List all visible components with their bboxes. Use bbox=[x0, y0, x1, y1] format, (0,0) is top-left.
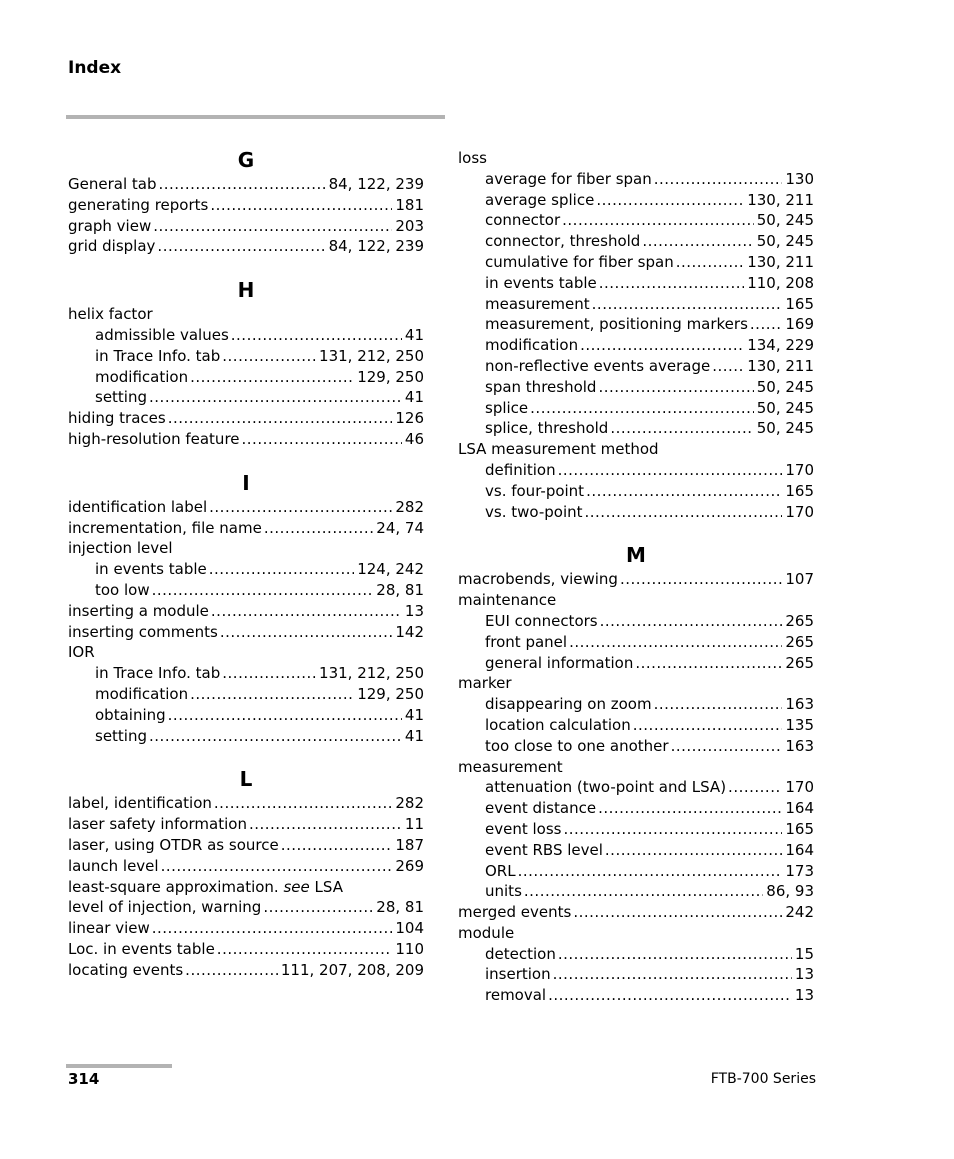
entry-term: macrobends, viewing bbox=[458, 570, 618, 589]
entry-pages: 13 bbox=[794, 986, 814, 1005]
entry-pages: 124, 242 bbox=[357, 560, 424, 579]
entry-term: Loc. in events table bbox=[68, 939, 215, 958]
index-subentry bbox=[458, 481, 814, 502]
entry-term: modification bbox=[95, 684, 189, 703]
dot-leader bbox=[242, 429, 402, 450]
index-entry bbox=[68, 897, 424, 918]
entry-pages: 28, 81 bbox=[376, 580, 424, 599]
page-header-title: Index bbox=[68, 58, 122, 78]
index-entry bbox=[458, 923, 814, 944]
dot-leader bbox=[263, 897, 373, 918]
dot-leader bbox=[598, 798, 782, 819]
index-section bbox=[68, 278, 424, 450]
entry-pages: 163 bbox=[785, 736, 814, 755]
entry-term: modification bbox=[95, 367, 189, 386]
dot-leader bbox=[585, 502, 783, 523]
entry-term: inserting a module bbox=[68, 601, 209, 620]
index-subentry bbox=[458, 418, 814, 439]
entry-term: disappearing on zoom bbox=[485, 695, 652, 714]
entry-term: laser safety information bbox=[68, 815, 247, 834]
dot-leader bbox=[580, 335, 744, 356]
dot-leader bbox=[562, 210, 754, 231]
dot-leader bbox=[220, 622, 393, 643]
index-entry bbox=[68, 497, 424, 518]
dot-leader bbox=[671, 736, 783, 757]
entry-term: merged events bbox=[458, 903, 572, 922]
entry-term: label, identification bbox=[68, 794, 212, 813]
entry-pages: 170 bbox=[785, 502, 814, 521]
section-letter: L bbox=[239, 767, 253, 792]
section-letter: I bbox=[242, 470, 250, 495]
dot-leader bbox=[569, 632, 782, 653]
entry-term: removal bbox=[485, 986, 547, 1005]
entry-pages: 282 bbox=[395, 794, 424, 813]
dot-leader bbox=[157, 236, 325, 257]
dot-leader bbox=[592, 294, 783, 315]
entry-term: connector bbox=[485, 211, 561, 230]
dot-leader bbox=[209, 497, 392, 518]
dot-leader bbox=[530, 398, 754, 419]
dot-leader bbox=[558, 944, 792, 965]
entry-pages: 135 bbox=[785, 715, 814, 734]
index-entry bbox=[68, 174, 424, 195]
dot-leader bbox=[610, 418, 753, 439]
index-entry bbox=[68, 960, 424, 981]
entry-term: vs. four-point bbox=[485, 481, 585, 500]
entry-pages: 170 bbox=[785, 778, 814, 797]
entry-pages: 110, 208 bbox=[747, 273, 814, 292]
entry-term: linear view bbox=[68, 919, 150, 938]
entry-term: hiding traces bbox=[68, 409, 166, 428]
entry-pages: 130, 211 bbox=[747, 356, 814, 375]
index-subentry bbox=[68, 684, 424, 705]
entry-pages: 13 bbox=[404, 601, 424, 620]
entry-term: maintenance bbox=[458, 591, 557, 610]
dot-leader bbox=[168, 408, 393, 429]
index-entry bbox=[458, 902, 814, 923]
entry-term: launch level bbox=[68, 856, 159, 875]
header-divider bbox=[66, 115, 445, 119]
index-entry bbox=[68, 939, 424, 960]
index-subentry bbox=[68, 705, 424, 726]
entry-pages: 41 bbox=[404, 726, 424, 745]
dot-leader bbox=[553, 964, 792, 985]
index-entry bbox=[458, 590, 814, 611]
entry-term: event distance bbox=[485, 799, 597, 818]
entry-term: too close to one another bbox=[485, 736, 669, 755]
index-subentry bbox=[458, 715, 814, 736]
index-entry bbox=[458, 757, 814, 778]
entry-term: average splice bbox=[485, 190, 595, 209]
entry-pages: 265 bbox=[785, 653, 814, 672]
entry-term: in events table bbox=[95, 560, 207, 579]
entry-pages: 181 bbox=[395, 195, 424, 214]
entry-pages: 24, 74 bbox=[376, 518, 424, 537]
entry-term: ORL bbox=[485, 861, 516, 880]
entry-pages: 41 bbox=[404, 705, 424, 724]
index-subentry bbox=[458, 611, 814, 632]
entry-term: event RBS level bbox=[485, 840, 603, 859]
entry-term: attenuation (two-point and LSA) bbox=[485, 778, 727, 797]
dot-leader bbox=[149, 726, 402, 747]
dot-leader bbox=[281, 835, 393, 856]
entry-pages: 165 bbox=[785, 294, 814, 313]
dot-leader bbox=[518, 861, 783, 882]
dot-leader bbox=[712, 356, 744, 377]
entry-pages: 265 bbox=[785, 632, 814, 651]
entry-pages: 242 bbox=[785, 903, 814, 922]
index-entry bbox=[68, 835, 424, 856]
entry-pages: 170 bbox=[785, 460, 814, 479]
entry-term: splice bbox=[485, 398, 529, 417]
entry-pages: 41 bbox=[404, 325, 424, 344]
index-entry bbox=[68, 216, 424, 237]
dot-leader bbox=[190, 367, 354, 388]
index-subentry bbox=[458, 377, 814, 398]
entry-term: general information bbox=[485, 653, 634, 672]
entry-pages: 46 bbox=[404, 429, 424, 448]
entry-term: location calculation bbox=[485, 715, 631, 734]
entry-term: in events table bbox=[485, 273, 597, 292]
entry-term: General tab bbox=[68, 175, 157, 193]
entry-term: injection level bbox=[68, 539, 173, 558]
dot-leader bbox=[153, 216, 392, 237]
dot-leader bbox=[750, 314, 782, 335]
entry-pages: 84, 122, 239 bbox=[328, 175, 424, 193]
entry-term: setting bbox=[95, 388, 148, 407]
entry-pages: 164 bbox=[785, 799, 814, 818]
index-subentry bbox=[68, 580, 424, 601]
entry-pages: 265 bbox=[785, 611, 814, 630]
entry-pages: 173 bbox=[785, 861, 814, 880]
index-subentry bbox=[458, 252, 814, 273]
footer-divider bbox=[66, 1064, 172, 1068]
entry-term: splice, threshold bbox=[485, 419, 609, 438]
index-entry bbox=[68, 195, 424, 216]
entry-term: measurement bbox=[485, 294, 590, 313]
entry-pages: 110 bbox=[395, 939, 424, 958]
index-subentry bbox=[458, 736, 814, 757]
entry-term: obtaining bbox=[95, 705, 166, 724]
entry-pages: 50, 245 bbox=[756, 398, 814, 417]
dot-leader bbox=[635, 653, 782, 674]
entry-term: graph view bbox=[68, 216, 152, 235]
index-entry bbox=[68, 429, 424, 450]
section-letter: G bbox=[237, 148, 255, 172]
index-subentry bbox=[68, 663, 424, 684]
dot-leader bbox=[586, 481, 782, 502]
entry-term: insertion bbox=[485, 965, 551, 984]
dot-leader bbox=[676, 252, 744, 273]
index-subentry bbox=[458, 190, 814, 211]
entry-pages: 203 bbox=[395, 216, 424, 235]
dot-leader bbox=[605, 840, 782, 861]
index-subentry bbox=[458, 294, 814, 315]
dot-leader bbox=[217, 939, 393, 960]
entry-pages: 15 bbox=[794, 944, 814, 963]
index-section bbox=[68, 148, 424, 257]
dot-leader bbox=[149, 387, 402, 408]
dot-leader bbox=[185, 960, 278, 981]
index-subentry bbox=[458, 777, 814, 798]
entry-term: in Trace Info. tab bbox=[95, 664, 221, 683]
index-subentry bbox=[458, 273, 814, 294]
index-column-left bbox=[68, 148, 424, 1002]
entry-term: laser, using OTDR as source bbox=[68, 835, 279, 854]
dot-leader bbox=[620, 569, 782, 590]
section-letter: M bbox=[626, 543, 646, 568]
entry-term: vs. two-point bbox=[485, 502, 583, 521]
entry-pages: 169 bbox=[785, 315, 814, 334]
index-entry bbox=[68, 877, 424, 898]
index-subentry bbox=[458, 335, 814, 356]
entry-pages: 86, 93 bbox=[766, 882, 814, 901]
entry-term: span threshold bbox=[485, 377, 597, 396]
entry-term: least-square approximation. see LSA bbox=[68, 877, 343, 896]
entry-term: generating reports bbox=[68, 195, 209, 214]
index-section bbox=[68, 471, 424, 747]
entry-term: measurement bbox=[458, 757, 563, 776]
index-entry bbox=[68, 518, 424, 539]
entry-pages: 282 bbox=[395, 497, 424, 516]
entry-pages: 130, 211 bbox=[747, 190, 814, 209]
index-subentry bbox=[458, 653, 814, 674]
entry-pages: 165 bbox=[785, 819, 814, 838]
entry-term: LSA measurement method bbox=[458, 440, 659, 459]
dot-leader bbox=[231, 325, 402, 346]
dot-leader bbox=[599, 273, 744, 294]
index-subentry bbox=[458, 398, 814, 419]
dot-leader bbox=[633, 715, 783, 736]
index-entry bbox=[458, 569, 814, 590]
index-subentry bbox=[458, 985, 814, 1006]
entry-term: event loss bbox=[485, 819, 562, 838]
index-subentry bbox=[458, 169, 814, 190]
dot-leader bbox=[573, 902, 782, 923]
dot-leader bbox=[158, 174, 325, 195]
dot-leader bbox=[596, 190, 744, 211]
entry-term: modification bbox=[485, 336, 579, 355]
entry-term: average for fiber span bbox=[485, 169, 652, 188]
dot-leader bbox=[152, 580, 374, 601]
dot-leader bbox=[168, 705, 402, 726]
index-subentry bbox=[458, 314, 814, 335]
index-subentry bbox=[68, 559, 424, 580]
entry-pages: 28, 81 bbox=[376, 898, 424, 917]
dot-leader bbox=[598, 377, 753, 398]
dot-leader bbox=[558, 460, 783, 481]
entry-term: units bbox=[485, 882, 522, 901]
index-subentry bbox=[458, 964, 814, 985]
dot-leader bbox=[264, 518, 373, 539]
dot-leader bbox=[654, 169, 783, 190]
entry-pages: 50, 245 bbox=[756, 211, 814, 230]
index-subentry bbox=[68, 367, 424, 388]
index-subentry bbox=[458, 861, 814, 882]
entry-pages: 163 bbox=[785, 695, 814, 714]
entry-term: module bbox=[458, 923, 515, 942]
entry-pages: 142 bbox=[395, 622, 424, 641]
entry-pages: 131, 212, 250 bbox=[319, 664, 424, 683]
entry-term: cumulative for fiber span bbox=[485, 252, 674, 271]
entry-term: EUI connectors bbox=[485, 611, 598, 630]
entry-term: IOR bbox=[68, 643, 95, 662]
entry-pages: 269 bbox=[395, 856, 424, 875]
dot-leader bbox=[214, 793, 392, 814]
index-subentry bbox=[458, 356, 814, 377]
dot-leader bbox=[600, 611, 783, 632]
index-subentry bbox=[458, 231, 814, 252]
entry-pages: 165 bbox=[785, 481, 814, 500]
dot-leader bbox=[211, 601, 402, 622]
entry-pages: 129, 250 bbox=[357, 684, 424, 703]
dot-leader bbox=[210, 195, 392, 216]
entry-term: admissible values bbox=[95, 325, 229, 344]
dot-leader bbox=[654, 694, 783, 715]
index-subentry bbox=[458, 840, 814, 861]
index-entry bbox=[458, 673, 814, 694]
index-subentry bbox=[458, 502, 814, 523]
section-letter: H bbox=[237, 278, 255, 303]
entry-pages: 11 bbox=[404, 815, 424, 834]
dot-leader bbox=[190, 684, 354, 705]
index-subentry bbox=[458, 798, 814, 819]
entry-term: in Trace Info. tab bbox=[95, 346, 221, 365]
entry-pages: 126 bbox=[395, 409, 424, 428]
entry-term: level of injection, warning bbox=[68, 898, 262, 917]
entry-term: detection bbox=[485, 944, 556, 963]
entry-term: connector, threshold bbox=[485, 232, 641, 251]
entry-term: front panel bbox=[485, 632, 568, 651]
entry-term: identification label bbox=[68, 497, 208, 516]
index-entry bbox=[68, 793, 424, 814]
index-entry bbox=[68, 236, 424, 257]
entry-pages: 131, 212, 250 bbox=[319, 346, 424, 365]
entry-pages: 107 bbox=[785, 570, 814, 589]
dot-leader bbox=[222, 663, 316, 684]
page-number: 314 bbox=[68, 1070, 100, 1088]
entry-pages: 187 bbox=[395, 835, 424, 854]
index-column-right bbox=[458, 148, 814, 1027]
index-entry bbox=[68, 304, 424, 325]
dot-leader bbox=[728, 777, 782, 798]
index-subentry bbox=[458, 944, 814, 965]
entry-term: measurement, positioning markers bbox=[485, 315, 748, 334]
entry-pages: 84, 122, 239 bbox=[328, 237, 424, 256]
entry-pages: 111, 207, 208, 209 bbox=[280, 960, 424, 979]
entry-term: high-resolution feature bbox=[68, 429, 240, 448]
index-entry bbox=[458, 148, 814, 169]
entry-term: grid display bbox=[68, 237, 156, 256]
index-section bbox=[458, 148, 814, 522]
entry-term: definition bbox=[485, 460, 556, 479]
dot-leader bbox=[524, 881, 763, 902]
entry-term: inserting comments bbox=[68, 622, 218, 641]
entry-pages: 50, 245 bbox=[756, 377, 814, 396]
entry-term: setting bbox=[95, 726, 148, 745]
dot-leader bbox=[563, 819, 782, 840]
index-subentry bbox=[458, 460, 814, 481]
index-subentry bbox=[68, 346, 424, 367]
entry-term: locating events bbox=[68, 960, 184, 979]
index-entry bbox=[68, 538, 424, 559]
entry-pages: 134, 229 bbox=[747, 336, 814, 355]
dot-leader bbox=[209, 559, 354, 580]
index-subentry bbox=[458, 881, 814, 902]
dot-leader bbox=[642, 231, 753, 252]
dot-leader bbox=[548, 985, 792, 1006]
entry-term: marker bbox=[458, 674, 512, 693]
index-subentry bbox=[68, 325, 424, 346]
entry-pages: 164 bbox=[785, 840, 814, 859]
entry-pages: 104 bbox=[395, 919, 424, 938]
index-entry bbox=[68, 814, 424, 835]
index-subentry bbox=[68, 726, 424, 747]
index-entry bbox=[68, 856, 424, 877]
entry-pages: 50, 245 bbox=[756, 232, 814, 251]
index-subentry bbox=[458, 210, 814, 231]
index-subentry bbox=[68, 387, 424, 408]
index-subentry bbox=[458, 694, 814, 715]
entry-term: too low bbox=[95, 580, 150, 599]
index-entry bbox=[68, 601, 424, 622]
entry-pages: 129, 250 bbox=[357, 367, 424, 386]
entry-term: loss bbox=[458, 149, 487, 167]
dot-leader bbox=[152, 918, 393, 939]
entry-pages: 130, 211 bbox=[747, 252, 814, 271]
index-section bbox=[68, 767, 424, 980]
product-series: FTB-700 Series bbox=[710, 1071, 816, 1087]
index-entry bbox=[68, 642, 424, 663]
dot-leader bbox=[222, 346, 316, 367]
entry-term: incrementation, file name bbox=[68, 518, 262, 537]
index-section bbox=[458, 543, 814, 1006]
entry-term: helix factor bbox=[68, 305, 153, 324]
index-entry bbox=[68, 408, 424, 429]
entry-pages: 50, 245 bbox=[756, 419, 814, 438]
entry-pages: 13 bbox=[794, 965, 814, 984]
index-subentry bbox=[458, 632, 814, 653]
entry-pages: 41 bbox=[404, 388, 424, 407]
index-entry bbox=[68, 622, 424, 643]
entry-pages: 130 bbox=[785, 169, 814, 188]
index-entry bbox=[68, 918, 424, 939]
entry-term: non-reflective events average bbox=[485, 356, 711, 375]
index-entry bbox=[458, 439, 814, 460]
dot-leader bbox=[249, 814, 402, 835]
dot-leader bbox=[161, 856, 393, 877]
index-subentry bbox=[458, 819, 814, 840]
